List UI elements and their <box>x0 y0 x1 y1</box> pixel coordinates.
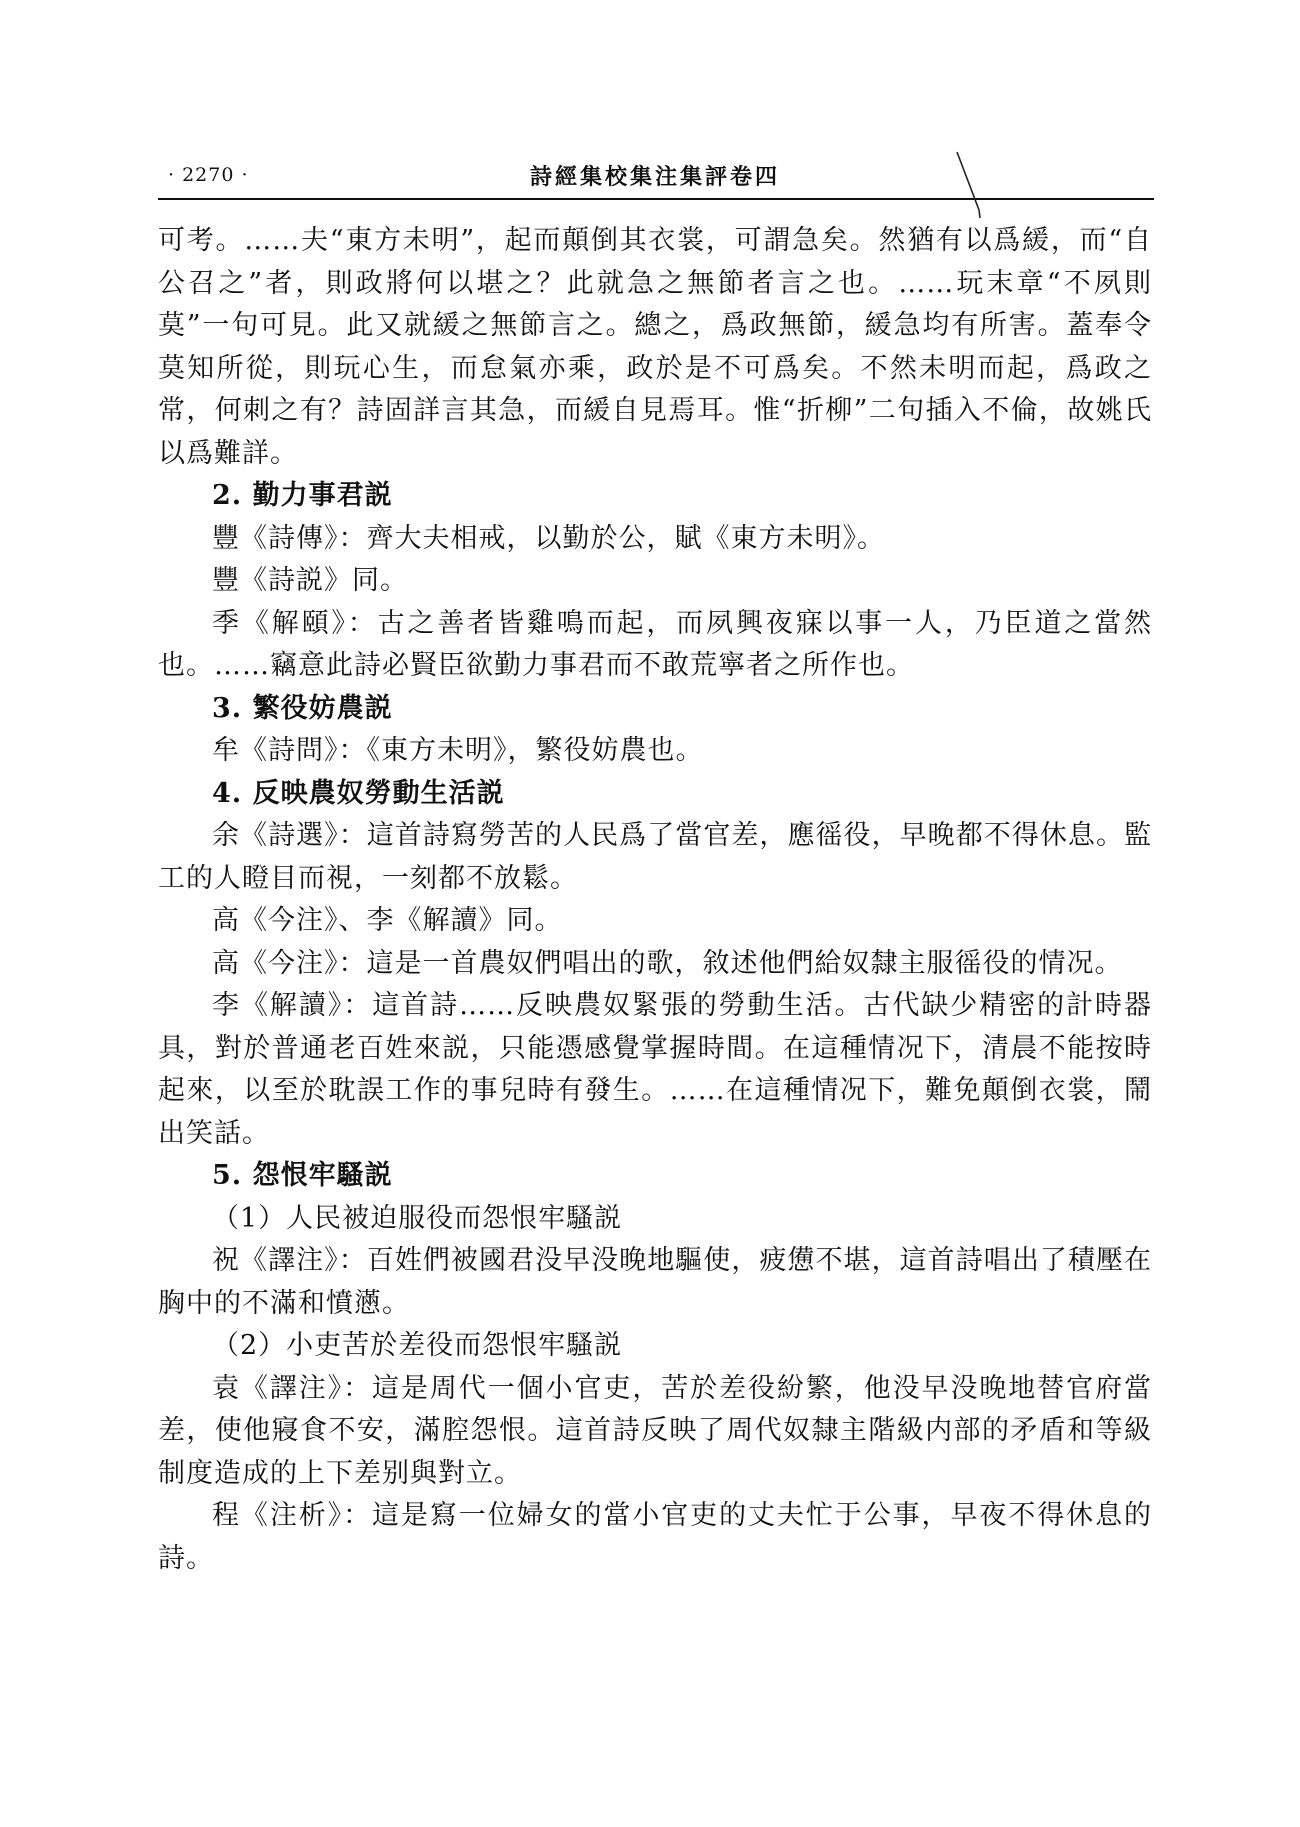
citation-paragraph: 豐《詩傳》：齊大夫相戒，以勤於公，賦《東方未明》。 <box>212 522 885 554</box>
page-header <box>158 160 1152 192</box>
citation-paragraph: 牟《詩問》：《東方未明》，繁役妨農也。 <box>212 735 704 766</box>
citation-paragraph: 程《注析》：這是寫一位婦女的當小官吏的丈夫忙于公事，早夜不得休息的詩。 <box>158 1500 1152 1574</box>
citation-paragraph: 袁《譯注》：這是周代一個小官吏，苦於差役紛繁，他没早没晚地替官府當差，使他寢食不安，滿腔怨恨。這首詩反映了周代奴隸主階級内部的矛盾和等級制度造成的上下差别與對立。 <box>158 1372 1152 1489</box>
body-text <box>158 220 1152 1580</box>
citation-paragraph: 李《解讀》：這首詩……反映農奴緊張的勞動生活。古代缺少精密的計時器具，對於普通老百姓來説，只能憑感覺掌握時間。在這種情况下，清晨不能按時起來，以至於耽誤工作的事兒時有發生。……在這種情况下，難免顛倒衣裳，鬧出笑話。 <box>158 990 1152 1149</box>
citation-paragraph: 祝《譯注》：百姓們被國君没早没晚地驅使，疲憊不堪，這首詩唱出了積壓在胸中的不滿和憤懣。 <box>158 1245 1152 1319</box>
citation-paragraph: 余《詩選》：這首詩寫勞苦的人民爲了當官差，應徭役，早晚都不得休息。監工的人瞪目而視，一刻都不放鬆。 <box>158 820 1152 894</box>
section-heading-5: 5. 怨恨牢騷説 <box>212 1160 393 1191</box>
running-title: 詩經集校集注集評卷四 <box>529 164 780 190</box>
header-rule <box>158 198 1154 200</box>
subsection-heading-2: （2）小吏苦於差役而怨恨牢騷説 <box>212 1330 623 1361</box>
paragraph-continuation: 可考。……夫“東方未明”，起而顛倒其衣裳，可謂急矣。然猶有以爲緩，而“自公召之”者，則政將何以堪之？此就急之無節者言之也。……玩末章“不夙則莫”一句可見。此又就緩之無節言之。總之，爲政無節，緩急均有所害。蓋奉令莫知所從，則玩心生，而怠氣亦乘，政於是不可爲矣。不然未明而起，爲政之常，何刺之有？詩固詳言其急，而緩自見焉耳。惟“折柳”二句插入不倫，故姚氏以爲難詳。 <box>158 225 1152 469</box>
section-heading-3: 3. 繁役妨農説 <box>212 692 393 724</box>
page-number: · 2270 · <box>168 164 249 186</box>
subsection-heading-1: （1）人民被迫服役而怨恨牢騷説 <box>212 1202 623 1234</box>
section-heading-4: 4. 反映農奴勞動生活説 <box>212 777 505 809</box>
pen-mark <box>955 150 985 220</box>
citation-paragraph: 高《今注》、李《解讀》同。 <box>212 905 563 936</box>
citation-paragraph: 季《解頤》：古之善者皆雞鳴而起，而夙興夜寐以事一人，乃臣道之當然也。……竊意此詩必賢臣欲勤力事君而不敢荒寧者之所作也。 <box>158 607 1152 681</box>
citation-paragraph: 豐《詩説》同。 <box>212 565 408 596</box>
citation-paragraph: 高《今注》：這是一首農奴們唱出的歌，敘述他們給奴隸主服徭役的情况。 <box>212 947 1123 979</box>
section-heading-2: 2. 勤力事君説 <box>212 480 393 511</box>
